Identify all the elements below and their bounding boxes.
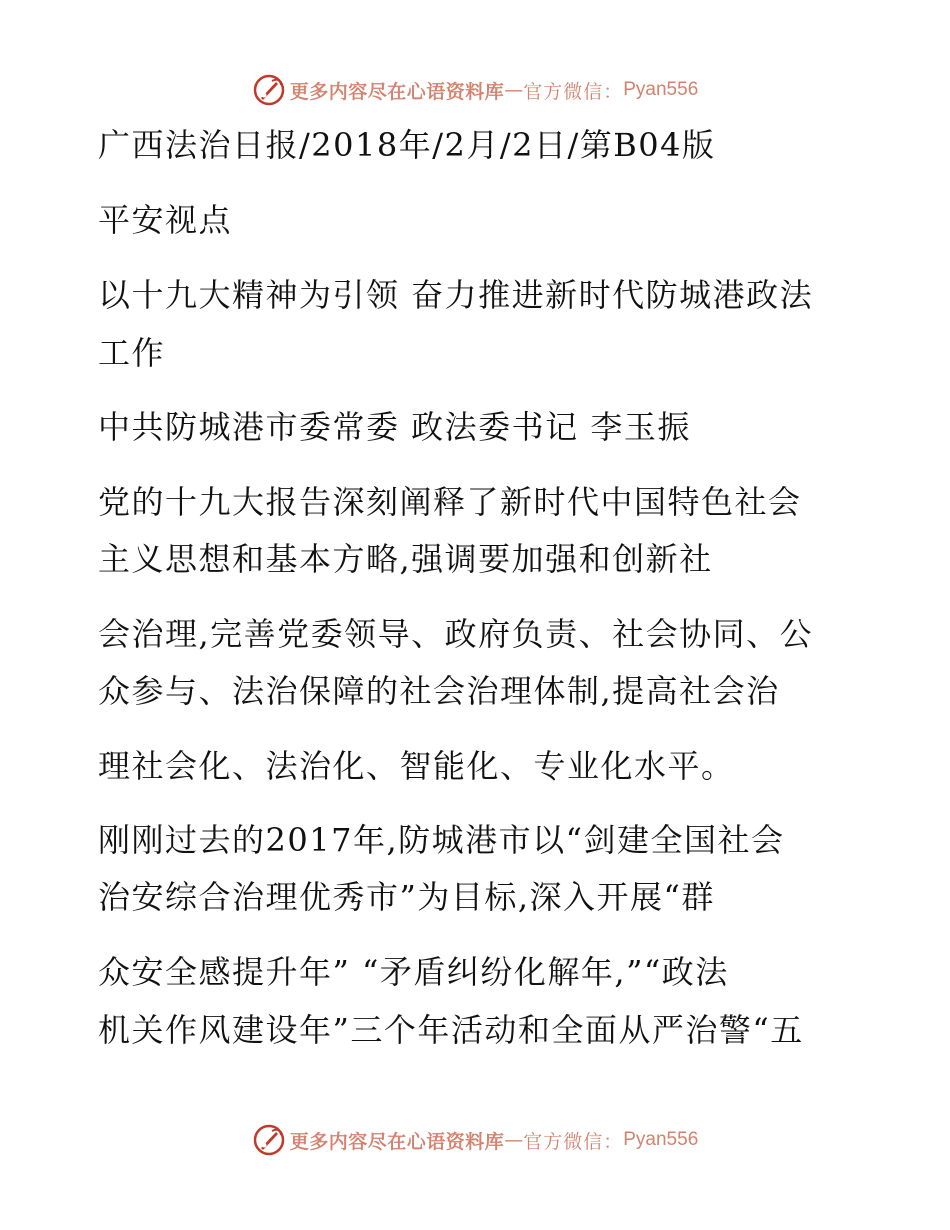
body-line: 机关作风建设年”三个年活动和全面从严治警“五	[98, 1011, 804, 1049]
body-line: 众参与、法治保障的社会治理体制,提高社会治	[98, 672, 780, 710]
column-name: 平安视点	[98, 201, 233, 239]
body-line: 众安全感提升年” “矛盾纠纷化解年,”“政法	[98, 953, 729, 991]
watermark-footer	[0, 1120, 950, 1160]
watermark-dash: —	[504, 79, 524, 101]
headline-line-1: 以十九大精神为引领 奋力推进新时代防城港政法	[98, 276, 814, 314]
watermark-header	[0, 70, 950, 110]
body-line: 主义思想和基本方略,强调要加强和创新社	[98, 540, 713, 578]
watermark-brand-text: 更多内容尽在心语资料库	[289, 1130, 505, 1153]
quill-logo-icon	[252, 1123, 286, 1157]
watermark-wechat-id: Pyan556	[623, 1129, 699, 1150]
watermark-dash: —	[504, 1129, 524, 1151]
watermark-official-label: 官方微信：	[523, 80, 624, 103]
body-line: 理社会化、法治化、智能化、专业化水平。	[98, 747, 735, 785]
source-line: 广西法治日报/2018年/2月/2日/第B04版	[98, 126, 716, 164]
body-line: 党的十九大报告深刻阐释了新时代中国特色社会	[98, 483, 802, 521]
body-line: 治安综合治理优秀市”为目标,深入开展“群	[98, 878, 715, 916]
headline-line-2: 工作	[98, 334, 166, 372]
byline: 中共防城港市委常委 政法委书记 李玉振	[98, 408, 691, 446]
watermark-official-label: 官方微信：	[523, 1130, 624, 1153]
watermark-brand-text: 更多内容尽在心语资料库	[289, 80, 505, 103]
quill-logo-icon	[252, 73, 286, 107]
body-line: 会治理,完善党委领导、政府负责、社会协同、公	[98, 615, 814, 653]
watermark-wechat-id: Pyan556	[623, 79, 699, 100]
body-line: 刚刚过去的2017年,防城港市以“剑建全国社会	[98, 821, 785, 859]
